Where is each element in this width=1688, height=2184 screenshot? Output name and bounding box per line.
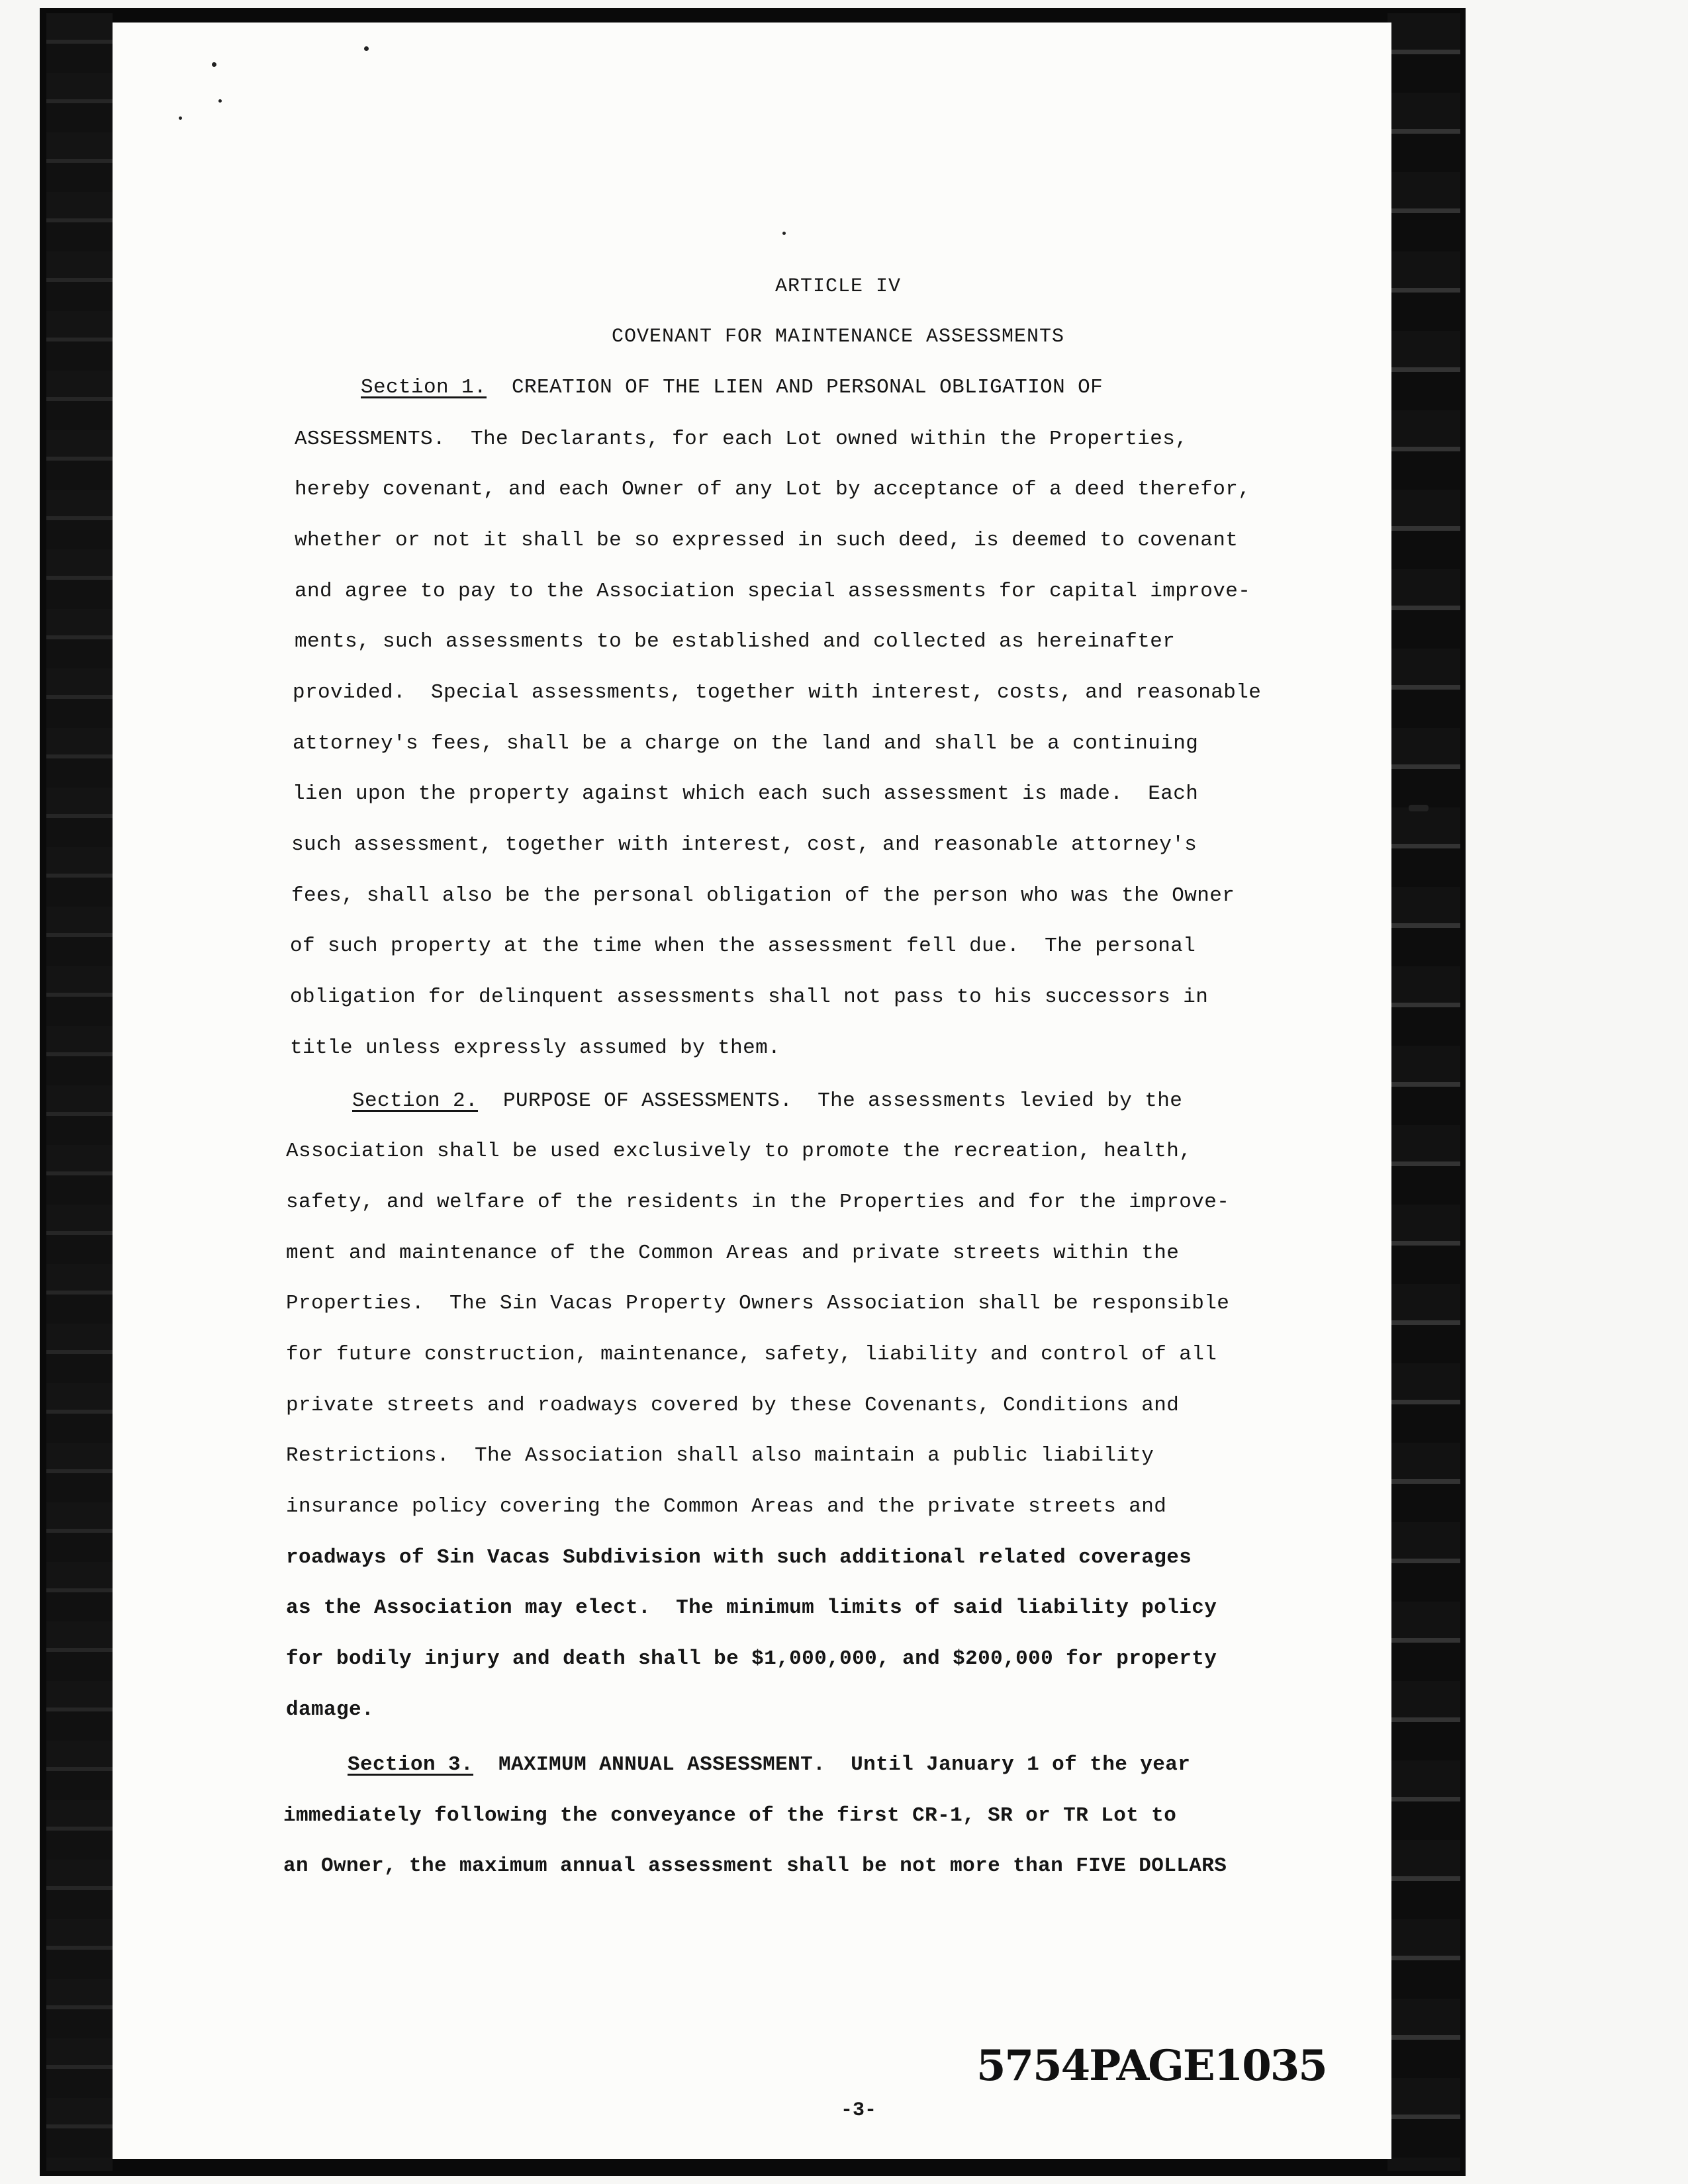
- section-2-line: for future construction, maintenance, safety, liability and control of all: [286, 1343, 1217, 1366]
- scan-speck: [212, 62, 216, 67]
- section-1-label: Section 1.: [361, 376, 487, 399]
- section-2-line: Properties. The Sin Vacas Property Owners Association shall be responsible: [286, 1292, 1230, 1315]
- article-subtitle: COVENANT FOR MAINTENANCE ASSESSMENTS: [611, 326, 1065, 348]
- section-1-line: ASSESSMENTS. The Declarants, for each Lot owned within the Properties,: [295, 428, 1188, 451]
- section-1-line: title unless expressly assumed by them.: [290, 1036, 781, 1060]
- section-2-line: safety, and welfare of the residents in the Properties and for the improve-: [286, 1191, 1230, 1214]
- section-2-line: damage.: [286, 1698, 375, 1721]
- scan-speck: [364, 46, 369, 51]
- section-1-line: whether or not it shall be so expressed in such deed, is deemed to covenant: [295, 529, 1239, 552]
- scan-speck: [179, 116, 182, 120]
- section-1-line: provided. Special assessments, together with interest, costs, and reasonable: [293, 681, 1262, 704]
- section-2-line: roadways of Sin Vacas Subdivision with such additional related coverages: [286, 1546, 1192, 1569]
- section-1-heading-line: [361, 376, 1103, 399]
- article-title: ARTICLE IV: [774, 275, 902, 298]
- section-3-line: an Owner, the maximum annual assessment shall be not more than FIVE DOLLARS: [283, 1854, 1227, 1878]
- section-1-line: attorney's fees, shall be a charge on the land and shall be a continuing: [293, 732, 1199, 755]
- section-1-line: of such property at the time when the assessment fell due. The personal: [290, 934, 1196, 958]
- scan-speck: [782, 232, 786, 235]
- section-2-line: Restrictions. The Association shall also maintain a public liability: [286, 1444, 1154, 1467]
- section-3-heading-line: [348, 1753, 1190, 1776]
- section-2-line: Association shall be used exclusively to promote the recreation, health,: [286, 1140, 1192, 1163]
- book-page-stamp: 5754PAGE1035: [976, 2041, 1327, 2091]
- section-2-line: ment and maintenance of the Common Areas and private streets within the: [286, 1242, 1180, 1265]
- section-1-line: lien upon the property against which each such assessment is made. Each: [293, 782, 1199, 805]
- section-1-heading: CREATION OF THE LIEN AND PERSONAL OBLIGATION OF: [512, 376, 1103, 399]
- scan-speck: [218, 99, 222, 103]
- section-3-heading: MAXIMUM ANNUAL ASSESSMENT. Until January 1 of the year: [498, 1753, 1191, 1776]
- section-1-line: such assessment, together with interest, cost, and reasonable attorney's: [291, 833, 1197, 856]
- page-number: -3-: [841, 2099, 877, 2122]
- scan-edge-left: [46, 13, 113, 2171]
- section-2-line: for bodily injury and death shall be $1,000,000, and $200,000 for property: [286, 1647, 1217, 1670]
- section-2-heading-line: [352, 1089, 1182, 1113]
- section-1-line: ments, such assessments to be established and collected as hereinafter: [295, 630, 1176, 653]
- margin-mark: [1409, 805, 1429, 811]
- section-2-line: insurance policy covering the Common Areas and the private streets and: [286, 1495, 1167, 1518]
- section-1-line: obligation for delinquent assessments shall not pass to his successors in: [290, 985, 1209, 1009]
- section-2-heading: PURPOSE OF ASSESSMENTS. The assessments levied by the: [503, 1089, 1183, 1113]
- document-page: [113, 23, 1391, 2159]
- section-2-line: private streets and roadways covered by these Covenants, Conditions and: [286, 1394, 1180, 1417]
- section-1-line: hereby covenant, and each Owner of any Lot by acceptance of a deed therefor,: [295, 478, 1251, 501]
- section-3-label: Section 3.: [348, 1753, 474, 1776]
- section-2-line: as the Association may elect. The minimum limits of said liability policy: [286, 1596, 1217, 1619]
- section-3-line: immediately following the conveyance of the first CR-1, SR or TR Lot to: [283, 1804, 1177, 1827]
- section-1-line: fees, shall also be the personal obligation of the person who was the Owner: [291, 884, 1235, 907]
- section-2-label: Section 2.: [352, 1089, 479, 1113]
- section-1-line: and agree to pay to the Association special assessments for capital improve-: [295, 580, 1251, 603]
